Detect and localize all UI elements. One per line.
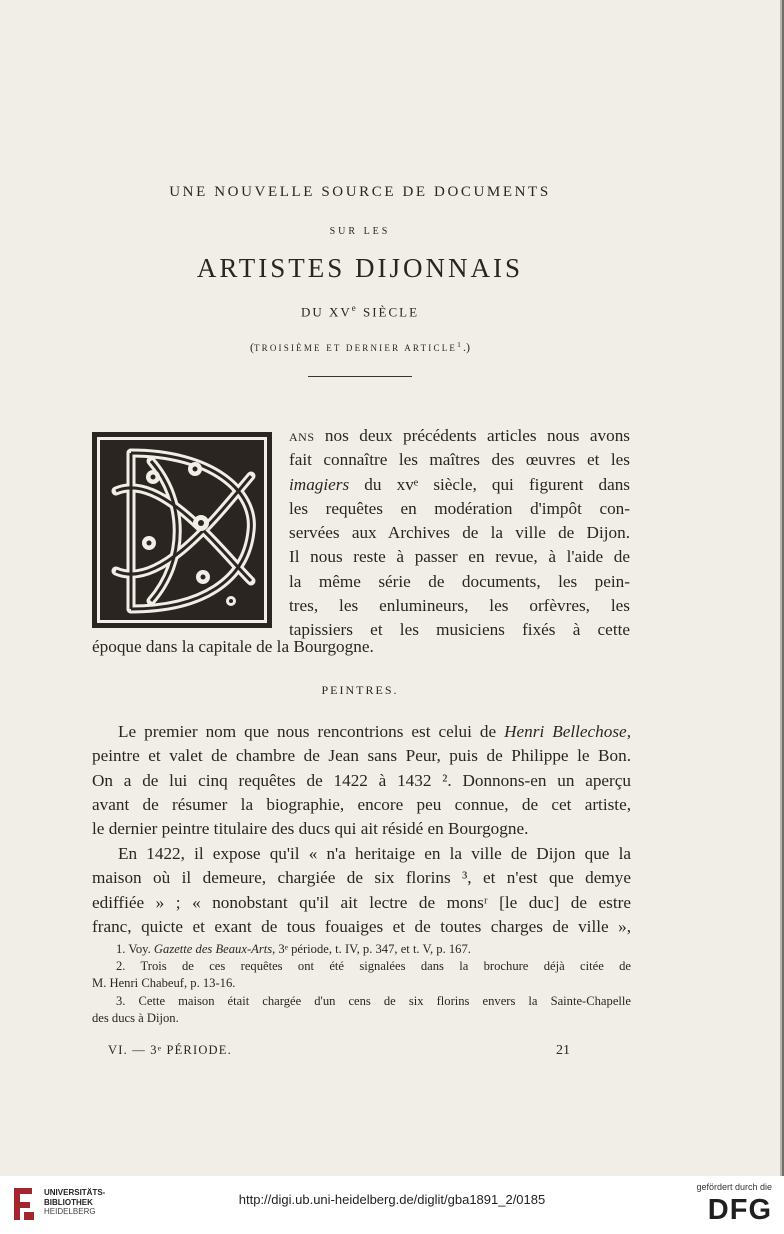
text-line: le dernier peintre titulaire des ducs qui ait résidé en Bourgogne.	[92, 819, 529, 839]
text-line: imagiers du xvᵉ siècle, qui figurent dans	[289, 474, 630, 494]
intro-paragraph	[289, 424, 630, 643]
paragraph-bellechose	[92, 720, 631, 841]
article-title-line1: UNE NOUVELLE SOURCE DE DOCUMENTS	[169, 184, 551, 200]
permalink-url[interactable]: http://digi.ub.uni-heidelberg.de/diglit/gba1891_2/0185	[238, 1192, 546, 1207]
text-line: ediffiée » ; « nonobstant qu'il ait lectre de monsʳ [le duc] de estre	[92, 892, 631, 912]
footnotes	[92, 941, 631, 1027]
article-subtitle-century: DU XVe SIÈCLE	[300, 303, 420, 320]
article-title-line2: SUR LES	[329, 226, 391, 237]
ornamental-dropcap	[91, 431, 273, 629]
text-line: Le premier nom que nous rencontrions est celui de Henri Bellechose,	[118, 722, 631, 741]
text-line: la même série de documents, les pein-	[289, 571, 630, 591]
text-line: servées aux Archives de la ville de Dijon.	[289, 523, 630, 543]
text-line: franc, quicte et exant de tous fouaiges et de toutes charges de ville »,	[92, 916, 631, 936]
volume-period-label: VI. — 3ᵉ PÉRIODE.	[108, 1043, 232, 1057]
text-line: On a de lui cinq requêtes de 1422 à 1432 ². Donnons-en un aperçu	[92, 770, 631, 790]
section-heading: PEINTRES.	[321, 683, 399, 697]
article-title-main: ARTISTES DIJONNAIS	[196, 253, 524, 283]
text-line: Il nous reste à passer en revue, à l'aide de	[289, 547, 630, 567]
dfg-logo[interactable]: DFG	[707, 1194, 772, 1226]
text-line: tres, les enlumineurs, les orfèvres, les	[289, 596, 630, 616]
page-number: 21	[556, 1043, 570, 1058]
title-divider	[308, 376, 412, 377]
paragraph-1422	[92, 842, 631, 939]
text-line: les requêtes en modération d'impôt con-	[289, 498, 630, 518]
bleed-through	[230, 80, 234, 98]
funding-note: gefördert durch die	[696, 1182, 772, 1192]
text-line: peintre et valet de chambre de Jean sans Peur, puis de Philippe le Bon.	[92, 746, 631, 766]
text-line: En 1422, il expose qu'il « n'a heritaige en la ville de Dijon que la	[118, 844, 631, 863]
text-line: maison où il demeure, chargiée de six florins ³, et n'est que demye	[92, 868, 631, 888]
text-line: fait connaître les maîtres des œuvres et les	[289, 450, 630, 470]
footnote-2: 2. Trois de ces requêtes ont été signalées dans la brochure déjà citée de M. Henri Chabeuf, p. 13-16.	[92, 959, 631, 991]
page-folio	[108, 1043, 570, 1058]
footnote-1: 1. Voy. Gazette des Beaux-Arts, 3ᵉ période, t. IV, p. 347, et t. V, p. 167.	[116, 942, 471, 956]
text-line: avant de résumer la biographie, encore peu connue, de cet artiste,	[92, 794, 631, 814]
text-line: tapissiers et les musiciens fixés à cette	[289, 620, 630, 640]
text-line: époque dans la capitale de la Bourgogne.	[92, 637, 374, 656]
dropcap-illustration	[91, 431, 273, 629]
intro-last-line	[92, 635, 631, 659]
library-name: UNIVERSITÄTS- BIBLIOTHEK HEIDELBERG	[44, 1188, 106, 1216]
article-part-note: (TROISIÈME ET DERNIER ARTICLE$^1$.)	[249, 340, 471, 354]
text-line: ans nos deux précédents articles nous avons	[289, 426, 630, 445]
viewer-footer	[0, 1176, 784, 1234]
footnote-3: 3. Cette maison était chargée d'un cens de six florins envers la Sainte-Chapelle des ducs à Dijon.	[92, 993, 631, 1025]
